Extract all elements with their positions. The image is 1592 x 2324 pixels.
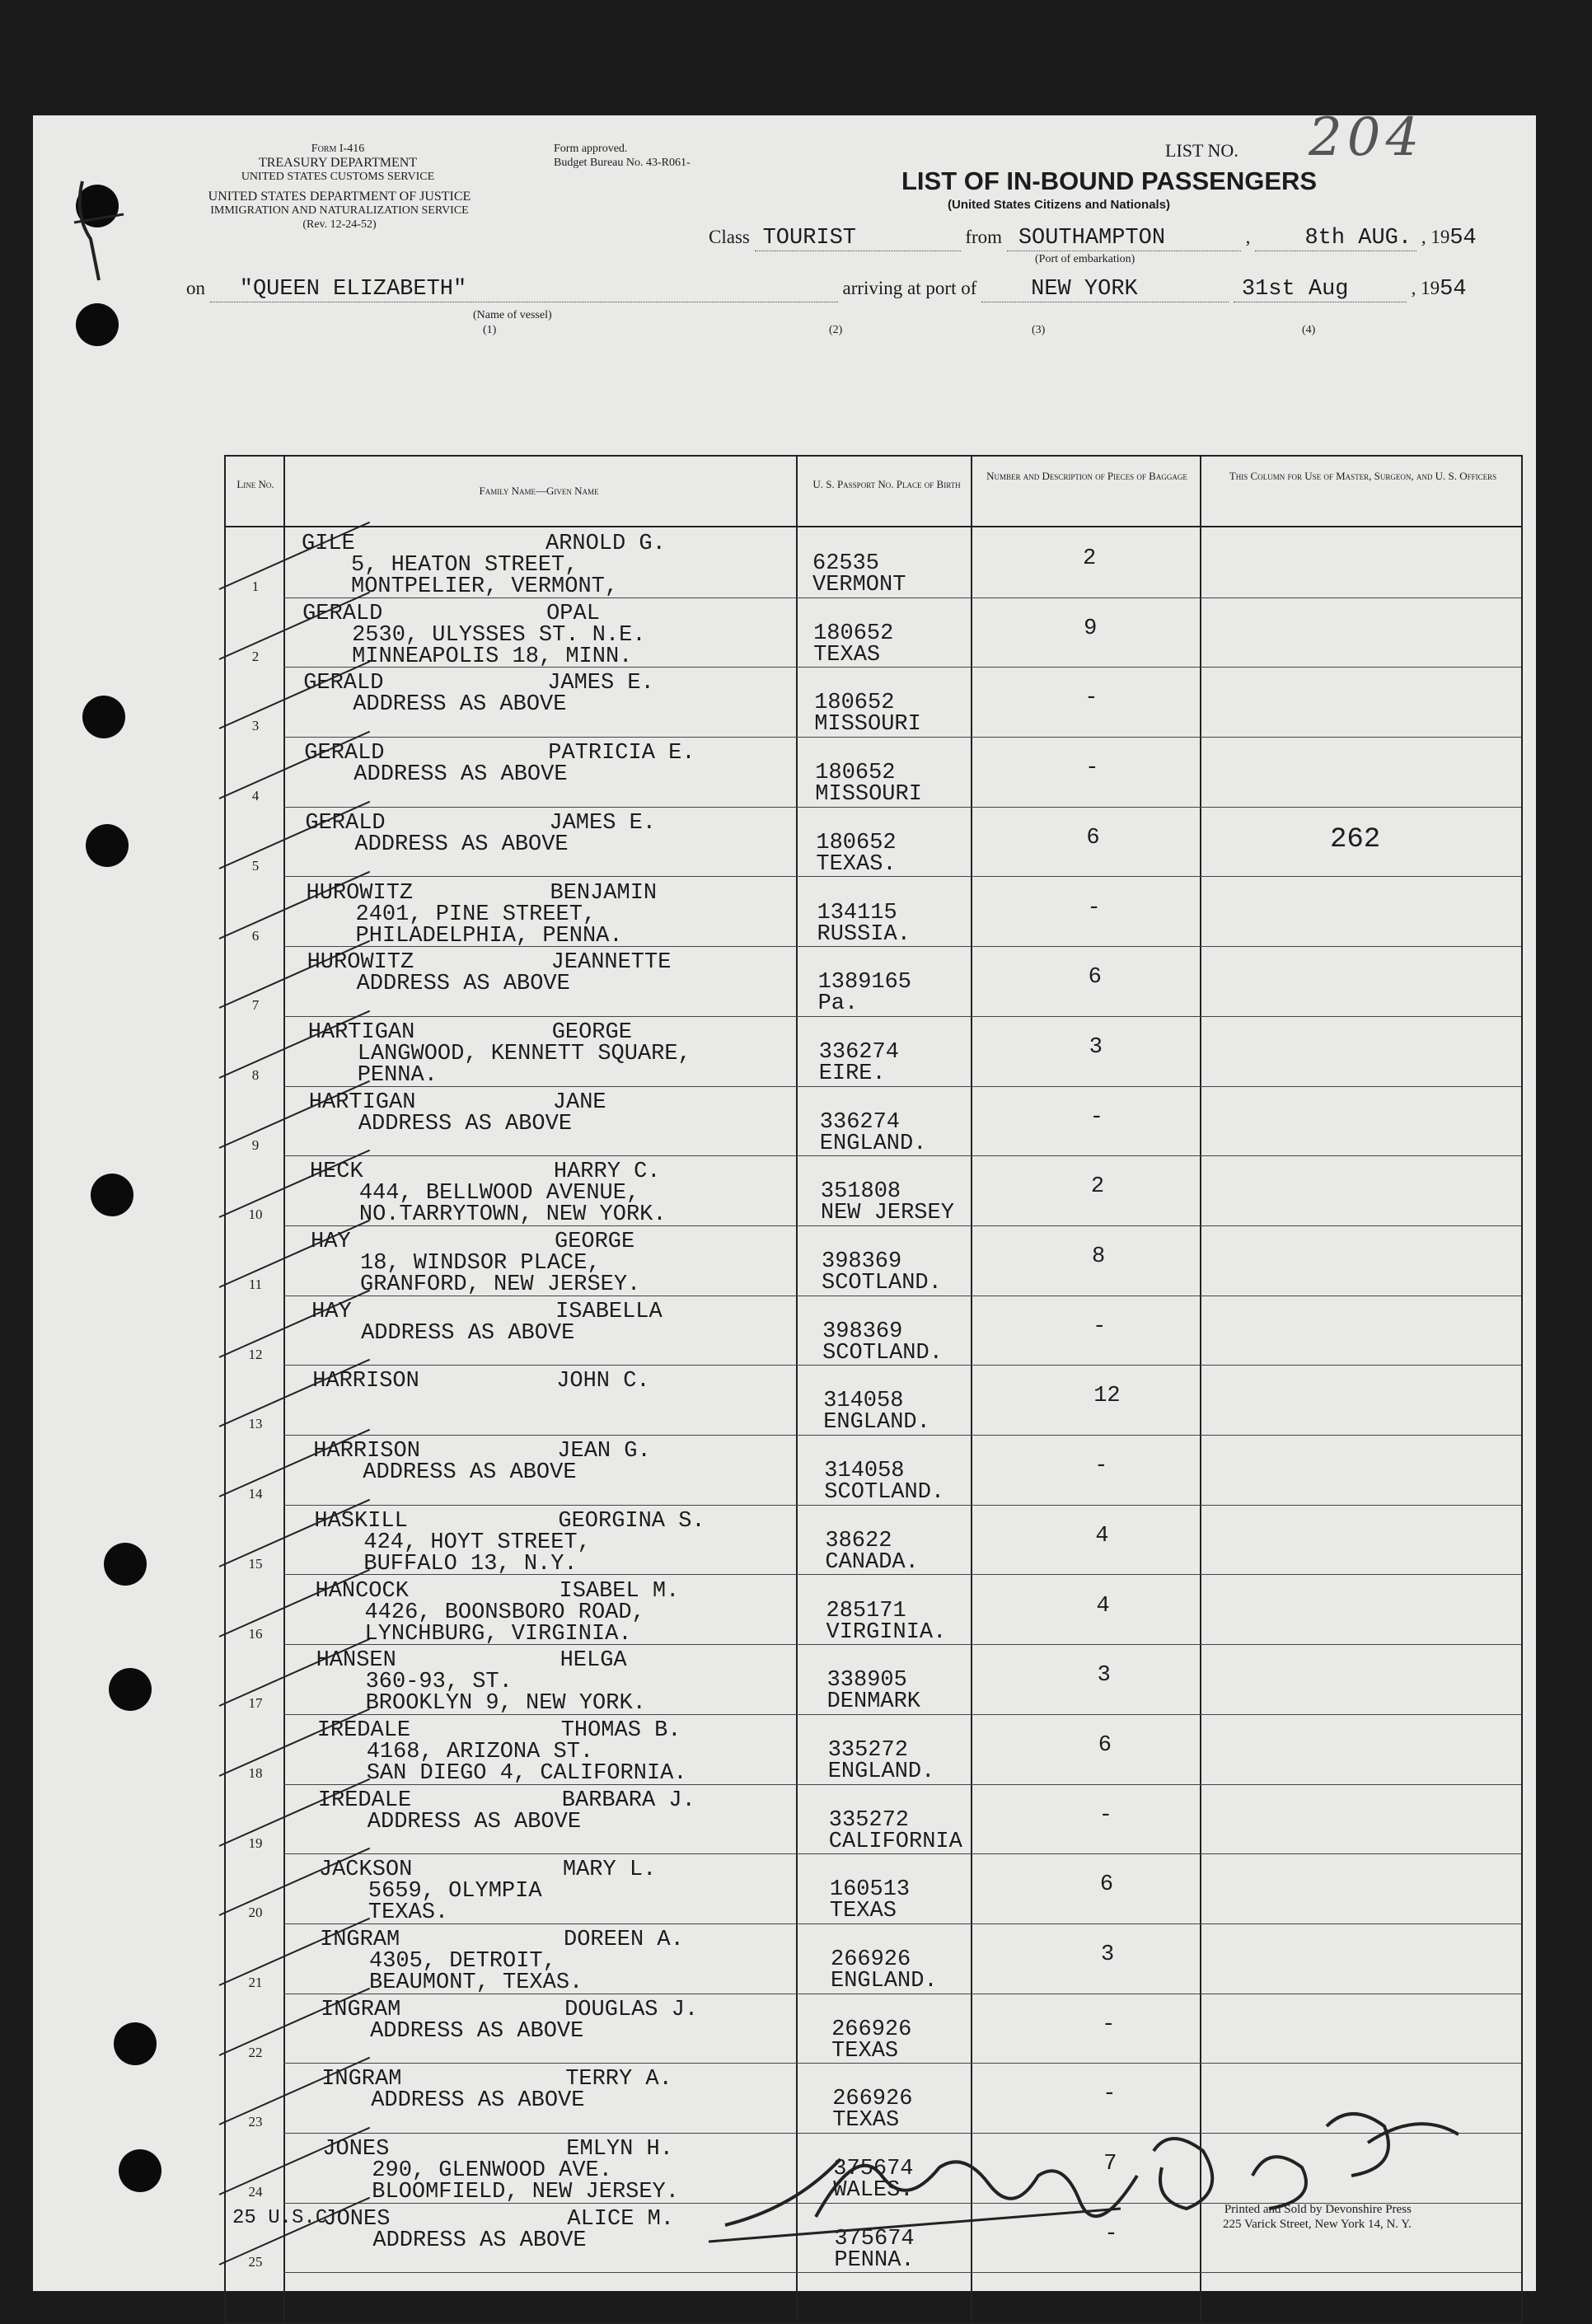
punch-hole	[109, 1668, 152, 1711]
row-rule	[283, 1574, 1521, 1575]
place-of-birth: SCOTLAND.	[822, 1271, 942, 1296]
line-number: 13	[248, 1416, 263, 1432]
col-ref-1: (1)	[483, 324, 497, 336]
passport-number: 62535	[812, 551, 880, 576]
punch-hole	[114, 2022, 157, 2065]
row-rule	[283, 667, 1521, 668]
line-number: 15	[248, 1555, 263, 1572]
line-number: 18	[248, 1764, 263, 1781]
address-line-1: ADDRESS AS ABOVE	[361, 1320, 575, 1346]
family-name: JONES	[322, 2137, 390, 2162]
address-line-1: 5659, OLYMPIA	[368, 1879, 542, 1905]
baggage-count: -	[1094, 1454, 1108, 1479]
passport-number: 180652	[813, 621, 894, 646]
from-label: from	[965, 227, 1003, 247]
row-rule	[283, 1225, 1521, 1226]
row-rule	[283, 807, 1521, 808]
family-name: HARRISON	[312, 1369, 419, 1394]
table-row	[226, 668, 1521, 739]
punch-hole	[104, 1543, 147, 1586]
embark-date: 8th AUG.	[1255, 226, 1416, 251]
class-value: TOURIST	[755, 226, 961, 251]
table-row	[226, 1436, 1521, 1507]
place-of-birth: ENGLAND.	[827, 1759, 935, 1784]
place-of-birth: ENGLAND.	[823, 1410, 930, 1436]
table-row	[226, 1157, 1521, 1228]
address-line-2: BLOOMFIELD, NEW JERSEY.	[372, 2180, 679, 2205]
baggage-count: 6	[1098, 1732, 1112, 1758]
punch-hole	[76, 303, 119, 346]
passport-number: 314058	[824, 1459, 905, 1484]
row-rule	[283, 1016, 1521, 1017]
table-row	[226, 1577, 1521, 1647]
passport-number: 314058	[823, 1389, 904, 1414]
address-line-1: ADDRESS AS ABOVE	[363, 1460, 577, 1486]
vessel-note: (Name of vessel)	[473, 309, 552, 321]
line-number: 17	[248, 1695, 263, 1712]
given-name: TERRY A.	[565, 2067, 672, 2092]
address-line-2: PENNA.	[357, 1062, 438, 1088]
table-row	[226, 1925, 1521, 1996]
given-name: DOUGLAS J.	[564, 1997, 699, 2022]
baggage-count: 3	[1097, 1663, 1111, 1689]
arrival-date: 31st Aug	[1234, 277, 1407, 302]
list-number: 204	[1309, 107, 1425, 168]
port-embark-note: (Port of embarkation)	[1035, 253, 1135, 265]
passport-number: 266926	[831, 1947, 911, 1972]
customs-service: UNITED STATES CUSTOMS SERVICE	[241, 171, 435, 183]
given-name: GEORGINA S.	[558, 1508, 705, 1534]
address-line-2: BUFFALO 13, N.Y.	[363, 1551, 578, 1577]
table-row	[226, 1786, 1521, 1857]
baggage-count: 6	[1088, 965, 1102, 991]
address-line-1: ADDRESS AS ABOVE	[367, 1809, 582, 1834]
line-number: 11	[248, 1277, 263, 1292]
baggage-count: 3	[1089, 1034, 1103, 1060]
given-name: JEAN G.	[557, 1439, 651, 1464]
baggage-count: -	[1104, 2221, 1118, 2247]
address-line-1: 4426, BOONSBORO ROAD,	[364, 1600, 645, 1625]
passport-number: 398369	[822, 1319, 903, 1344]
table-row	[226, 1227, 1521, 1298]
line-number: 21	[248, 1975, 263, 1990]
manifest-page: Form I-416 TREASURY DEPARTMENT UNITED STATES CUSTOMS SERVICE UNITED STATES DEPARTMENT OF JUSTICE IMMIGRATION AND NATURALIZATION SERVICE (Rev. 12-24-52) Form approved. Budget Bureau No. 43-R061- LIST NO. 204 LIST OF IN-BOUND PASSENGERS (United States Citizens and Nationals) Class TOURIST from SOUTHAMPTON , 8th AUG. , 1954 (Port of embarkation) on "QUEEN ELIZABETH" arriving at port of NEW YORK 31st Aug , 1954 (Name of vessel) (1) (2) (3) (4) Line No. Family Name—Given Name U. S. Passport No. Place of Birth Number and Description of Pieces of Baggage This Column for Use of Master, Surgeon, and U. S. Officers 1 GILE ARNOLD G. 5, HEATON STREET, MONTPELIER, VERMONT, 62535 VERMONT 2 2 GERALD OPAL 2530, ULYSSES ST. N.E. MINNEAPOLIS 18, MINN. 180652 TEXAS 9 3 GERALD JAMES E. ADDRESS AS ABOVE 180652 MISSOURI - 4 GERALD PATRICIA E. ADDRESS AS ABOVE 180652 MISSOURI - 5 GERALD JAMES E. ADDRESS AS ABOVE 180652 TEXAS. 6 262 6 HUROWITZ BENJAMIN 2401, PINE STREET, PHILADELPHIA, PENNA. 134115 RUSSIA. - 7 HUROWITZ JEANNETTE ADDRESS AS ABOVE 1389165 Pa. 6 8 HARTIGAN GEORGE LANGWOOD, KENNETT SQUARE, PENNA. 336274 EIRE. 3 9 HARTIGAN JANE ADDRESS AS ABOVE 336274 ENGLAND. - 10 HECK HARRY C. 444, BELLWOOD AVENUE, NO.TARRYTOWN, NEW YORK. 351808 NEW JERSEY 2 11 HAY GEORGE 18, WINDSOR PLACE, GRANFORD, NEW JERSEY. 398369 SCOTLAND. 8 12 HAY ISABELLA ADDRESS AS ABOVE 398369 SCOTLAND. - 13 HARRISON JOHN C. 314058 ENGLAND. 12 14 HARRISON JEAN G. ADDRESS AS ABOVE 314058 SCOTLAND. - 15 HASKILL GEORGINA S. 424, HOYT STREET, BUFFALO 13, N.Y. 38622 CANADA. 4 16 HANCOCK ISABEL M. 4426, BOONSBORO ROAD, LYNCHBURG, VIRGINIA. 285171 VIRGINIA. 4 17 HANSEN HELGA 360-93, ST. BROOKLYN 9, NEW YORK. 338905 DENMARK 3 18 IREDALE THOMAS B. 4168, ARIZONA ST. SAN DIEGO 4, CALIFORNIA. 335272 ENGLAND. 6 19 IREDALE BARBARA J. ADDRESS AS ABOVE 335272 CALIFORNIA - 20 JACKSON MARY L. 5659, OLYMPIA TEXAS. 160513 TEXAS 6 21 INGRAM DOREEN A. 4305, DETROIT, BEAUMONT, TEXAS. 266926 ENGLAND. 3 22 INGRAM DOUGLAS J. ADDRESS AS ABOVE 266926 TEXAS - 23 INGRAM TERRY A. ADDRESS AS ABOVE 266926 TEXAS - 24 JONES EMLYN H. 290, GLENWOOD AVE. BLOOMFIELD, NEW JERSEY. 375674 WALES. 7 25 JONES ALICE M. ADDRESS AS ABOVE 375674 PENNA. - 25 U.S.C Printed and Sold by Devonshire Press 225 Varick Street, New York 14, N. Y.	[33, 115, 1536, 2291]
address-line-2: BEAUMONT, TEXAS.	[369, 1970, 583, 1995]
given-name: JAMES E.	[547, 671, 654, 696]
address-line-1: 360-93, ST.	[365, 1670, 513, 1695]
row-rule	[283, 1155, 1521, 1156]
passport-number: 335272	[828, 1807, 910, 1833]
place-of-birth: SCOTLAND.	[822, 1340, 943, 1366]
line-number: 4	[251, 788, 260, 804]
baggage-count: 7	[1103, 2152, 1117, 2177]
line-number: 3	[251, 718, 260, 734]
baggage-count: 2	[1090, 1174, 1105, 1200]
place-of-birth: ENGLAND.	[831, 1969, 938, 1994]
passport-number: 266926	[831, 2017, 912, 2042]
table-row	[226, 1995, 1521, 2066]
passport-number: 285171	[826, 1598, 906, 1624]
given-name: BENJAMIN	[550, 880, 658, 906]
document-subtitle: (United States Citizens and Nationals)	[948, 198, 1171, 212]
address-line-1: ADDRESS AS ABOVE	[370, 2018, 584, 2044]
document-title: LIST OF IN-BOUND PASSENGERS	[901, 166, 1318, 195]
row-rule	[283, 1923, 1521, 1924]
table-row	[226, 1366, 1521, 1437]
passport-number: 338905	[826, 1668, 907, 1694]
table-row	[226, 948, 1521, 1019]
col-header-line-no: Line No.	[236, 478, 274, 490]
baggage-count: 2	[1083, 546, 1097, 571]
form-approved: Form approved.	[554, 143, 628, 155]
place-of-birth: WALES.	[833, 2178, 914, 2204]
baggage-count: -	[1085, 756, 1099, 781]
place-of-birth: RUSSIA.	[817, 921, 911, 947]
given-name: MARY L.	[562, 1858, 657, 1883]
family-name: INGRAM	[321, 1997, 401, 2022]
officer-note: 262	[1330, 823, 1381, 855]
arriving-label: arriving at port of	[842, 278, 977, 298]
place-of-birth: SCOTLAND.	[824, 1480, 945, 1506]
punch-hole	[82, 696, 125, 738]
line-number: 20	[248, 1905, 263, 1921]
row-rule	[283, 597, 1521, 598]
place-of-birth: PENNA.	[834, 2247, 915, 2273]
baggage-count: 8	[1092, 1244, 1106, 1269]
passport-number: 134115	[817, 900, 897, 925]
family-name: GILE	[302, 532, 355, 556]
line-number: 16	[248, 1625, 263, 1642]
row-rule	[283, 1784, 1521, 1785]
line-number: 12	[248, 1346, 263, 1362]
usc-code: 25 U.S.C	[232, 2207, 328, 2229]
given-name: JOHN C.	[556, 1369, 650, 1394]
table-row	[226, 1088, 1521, 1159]
family-name: HECK	[309, 1160, 363, 1185]
passport-number: 266926	[832, 2087, 913, 2112]
form-number: Form I-416	[311, 143, 365, 155]
printer-line-2: 225 Varick Street, New York 14, N. Y.	[1223, 2218, 1412, 2231]
passport-number: 351808	[820, 1179, 901, 1205]
place-of-birth: TEXAS.	[816, 851, 897, 877]
given-name: JANE	[552, 1089, 606, 1115]
col-ref-4: (4)	[1302, 324, 1316, 336]
address-line-1: ADDRESS AS ABOVE	[354, 762, 568, 788]
row-rule	[283, 1853, 1521, 1854]
passport-number: 375674	[833, 2157, 914, 2182]
given-name: HARRY C.	[553, 1160, 661, 1185]
address-line-2: TEXAS.	[368, 1900, 449, 1926]
passport-number: 1389165	[817, 970, 912, 996]
baggage-count: 4	[1096, 1593, 1110, 1619]
address-line-1: 424, HOYT STREET,	[363, 1530, 591, 1555]
punch-hole	[86, 824, 129, 867]
place-of-birth: MISSOURI	[814, 712, 921, 738]
line-number: 8	[251, 1066, 260, 1083]
table-row	[226, 1506, 1521, 1577]
family-name: HUROWITZ	[307, 950, 414, 976]
address-line-1: 4305, DETROIT,	[369, 1949, 556, 1974]
passport-number: 180652	[815, 761, 896, 786]
address-line-1: ADDRESS AS ABOVE	[372, 2228, 587, 2253]
table-row	[226, 1646, 1521, 1717]
line-number: 19	[248, 1834, 263, 1851]
given-name: EMLYN H.	[566, 2137, 673, 2162]
line-number: 14	[248, 1486, 263, 1502]
address-line-1: LANGWOOD, KENNETT SQUARE,	[357, 1041, 691, 1066]
family-name: HAY	[311, 1299, 352, 1324]
given-name: GEORGE	[551, 1019, 632, 1045]
col-ref-3: (3)	[1032, 324, 1046, 336]
arrival-port: NEW YORK	[981, 277, 1229, 302]
passport-number: 180652	[814, 691, 895, 716]
vessel-name: "QUEEN ELIZABETH"	[210, 277, 838, 302]
line-number: 10	[248, 1207, 263, 1223]
row-rule	[283, 2272, 1521, 2273]
year-prefix: 19	[1430, 227, 1450, 247]
address-line-1: 5, HEATON STREET,	[351, 553, 578, 578]
punch-hole	[119, 2149, 162, 2192]
list-no-label: LIST NO.	[1165, 140, 1238, 161]
justice-dept: UNITED STATES DEPARTMENT OF JUSTICE	[208, 190, 471, 204]
baggage-count: 6	[1099, 1872, 1114, 1898]
revision-date: (Rev. 12-24-52)	[302, 218, 377, 231]
place-of-birth: Pa.	[817, 991, 859, 1017]
line-number: 6	[251, 927, 260, 944]
family-name: HANSEN	[316, 1648, 396, 1674]
given-name: THOMAS B.	[560, 1717, 681, 1743]
baggage-count: -	[1087, 895, 1101, 921]
given-name: ISABEL M.	[559, 1578, 680, 1604]
family-name: IREDALE	[316, 1717, 411, 1743]
place-of-birth: VIRGINIA.	[826, 1619, 947, 1645]
baggage-count: 4	[1095, 1523, 1109, 1549]
table-row	[226, 529, 1521, 600]
master-signature	[692, 2077, 1500, 2258]
baggage-count: -	[1093, 1314, 1107, 1339]
place-of-birth: DENMARK	[826, 1689, 921, 1715]
passport-number: 180652	[816, 830, 897, 855]
given-name: OPAL	[546, 601, 600, 626]
baggage-count: 3	[1101, 1942, 1115, 1967]
passport-number: 38622	[825, 1528, 892, 1553]
treasury-dept: TREASURY DEPARTMENT	[258, 156, 418, 170]
family-name: INGRAM	[321, 2067, 402, 2092]
given-name: DOREEN A.	[564, 1928, 684, 1952]
line-number: 9	[251, 1136, 260, 1153]
row-rule	[283, 876, 1521, 877]
address-line-2: BROOKLYN 9, NEW YORK.	[365, 1691, 646, 1717]
address-line-1: ADDRESS AS ABOVE	[371, 2088, 585, 2114]
place-of-birth: NEW JERSEY	[820, 1201, 954, 1226]
year-suffix: 54	[1440, 277, 1467, 302]
table-row	[226, 738, 1521, 809]
family-name: HARRISON	[313, 1439, 420, 1464]
address-line-1: ADDRESS AS ABOVE	[356, 972, 570, 997]
ins-service: IMMIGRATION AND NATURALIZATION SERVICE	[210, 204, 469, 217]
year-suffix: 54	[1449, 226, 1477, 251]
passport-number: 398369	[822, 1249, 902, 1274]
address-line-2: MONTPELIER, VERMONT,	[351, 574, 619, 599]
baggage-count: -	[1084, 686, 1098, 711]
col-header-officers: This Column for Use of Master, Surgeon, and U. S. Officers	[1229, 470, 1497, 482]
table-row	[226, 1716, 1521, 1787]
passport-number: 375674	[834, 2226, 915, 2251]
given-name: JAMES E.	[549, 810, 657, 836]
place-of-birth: EIRE.	[818, 1061, 886, 1086]
row-rule	[283, 946, 1521, 947]
line-number: 7	[251, 997, 260, 1014]
family-name: IREDALE	[317, 1788, 412, 1813]
address-line-1: 18, WINDSOR PLACE,	[360, 1251, 601, 1276]
given-name: ISABELLA	[555, 1299, 663, 1324]
baggage-count: 12	[1093, 1384, 1121, 1409]
baggage-count: 9	[1084, 616, 1098, 641]
address-line-1: ADDRESS AS ABOVE	[353, 692, 567, 718]
family-name: HAY	[311, 1230, 351, 1254]
address-line-2: SAN DIEGO 4, CALIFORNIA.	[366, 1760, 687, 1786]
line-number: 1	[251, 579, 260, 594]
family-name: JONES	[323, 2206, 391, 2232]
family-name: GERALD	[303, 671, 384, 696]
baggage-count: -	[1102, 2012, 1116, 2037]
address-line-1: ADDRESS AS ABOVE	[358, 1111, 573, 1136]
table-row	[226, 1018, 1521, 1089]
address-line-2: GRANFORD, NEW JERSEY.	[360, 1272, 641, 1297]
line-number: 22	[248, 2044, 263, 2060]
place-of-birth: CALIFORNIA	[828, 1829, 962, 1854]
place-of-birth: TEXAS	[829, 1899, 897, 1924]
table-row	[226, 1297, 1521, 1368]
address-line-1: ADDRESS AS ABOVE	[354, 832, 569, 857]
table-row	[226, 599, 1521, 670]
baggage-count: 6	[1086, 825, 1100, 850]
family-name: GERALD	[302, 601, 383, 626]
row-rule	[283, 1714, 1521, 1715]
family-name: HASKILL	[314, 1508, 408, 1534]
punch-hole	[91, 1174, 133, 1216]
row-rule	[283, 1644, 1521, 1645]
row-rule	[283, 737, 1521, 738]
year-prefix: 19	[1421, 278, 1440, 298]
address-line-1: 2401, PINE STREET,	[355, 902, 597, 927]
address-line-2: MINNEAPOLIS 18, MINN.	[352, 644, 633, 669]
family-name: HUROWITZ	[306, 880, 414, 906]
line-number: 23	[248, 2114, 263, 2130]
passport-number: 335272	[827, 1737, 908, 1763]
row-rule	[283, 1435, 1521, 1436]
row-rule	[283, 1365, 1521, 1366]
passport-number: 336274	[818, 1039, 899, 1065]
given-name: ARNOLD G.	[545, 532, 666, 556]
table-row	[226, 879, 1521, 949]
family-name: HARTIGAN	[307, 1019, 415, 1045]
line-number: 24	[248, 2184, 263, 2200]
given-name: HELGA	[560, 1648, 627, 1674]
col-header-baggage: Number and Description of Pieces of Baggage	[986, 470, 1187, 482]
baggage-count: -	[1098, 1802, 1112, 1828]
given-name: BARBARA J.	[561, 1788, 695, 1813]
passport-number: 160513	[829, 1877, 911, 1903]
col-ref-2: (2)	[829, 324, 843, 336]
place-of-birth: MISSOURI	[815, 782, 922, 808]
address-line-2: PHILADELPHIA, PENNA.	[355, 923, 623, 949]
line-number: 2	[251, 648, 260, 664]
address-line-1: 2530, ULYSSES ST. N.E.	[352, 622, 646, 648]
baggage-count: -	[1089, 1104, 1103, 1130]
printer-line-1: Printed and Sold by Devonshire Press	[1224, 2203, 1412, 2216]
table-row	[226, 808, 1521, 879]
passport-number: 336274	[819, 1109, 901, 1135]
given-name: ALICE M.	[567, 2206, 675, 2232]
from-value: SOUTHAMPTON	[1007, 226, 1241, 251]
given-name: PATRICIA E.	[548, 741, 695, 766]
address-line-2: NO.TARRYTOWN, NEW YORK.	[358, 1202, 667, 1228]
table-row	[226, 1855, 1521, 1926]
line-number: 5	[251, 857, 260, 874]
given-name: JEANNETTE	[550, 950, 672, 976]
place-of-birth: TEXAS	[813, 642, 881, 668]
family-name: HARTIGAN	[308, 1089, 416, 1115]
class-label: Class	[709, 227, 750, 247]
place-of-birth: TEXAS	[831, 2038, 899, 2064]
family-name: JACKSON	[318, 1858, 413, 1883]
family-name: GERALD	[304, 741, 385, 766]
on-label: on	[186, 278, 205, 298]
row-rule	[283, 1086, 1521, 1087]
budget-bureau: Budget Bureau No. 43-R061-	[554, 157, 691, 169]
baggage-count: -	[1103, 2082, 1117, 2107]
family-name: HANCOCK	[315, 1578, 409, 1604]
address-line-1: 444, BELLWOOD AVENUE,	[358, 1181, 640, 1207]
place-of-birth: ENGLAND.	[819, 1131, 927, 1156]
margin-mark	[66, 165, 132, 288]
family-name: INGRAM	[320, 1928, 400, 1952]
place-of-birth: VERMONT	[812, 573, 906, 597]
passenger-table	[224, 455, 1523, 2324]
col-header-name: Family Name—Given Name	[479, 485, 599, 497]
row-rule	[283, 2063, 1521, 2064]
place-of-birth: CANADA.	[825, 1549, 919, 1575]
col-header-passport: U. S. Passport No. Place of Birth	[812, 478, 961, 490]
row-rule	[283, 1505, 1521, 1506]
address-line-1: 4168, ARIZONA ST.	[366, 1739, 594, 1764]
place-of-birth: TEXAS	[832, 2108, 900, 2134]
given-name: GEORGE	[555, 1230, 635, 1254]
line-number: 25	[248, 2253, 263, 2270]
address-line-2: LYNCHBURG, VIRGINIA.	[364, 1621, 632, 1647]
family-name: GERALD	[305, 810, 386, 836]
address-line-1: 290, GLENWOOD AVE.	[372, 2158, 612, 2184]
